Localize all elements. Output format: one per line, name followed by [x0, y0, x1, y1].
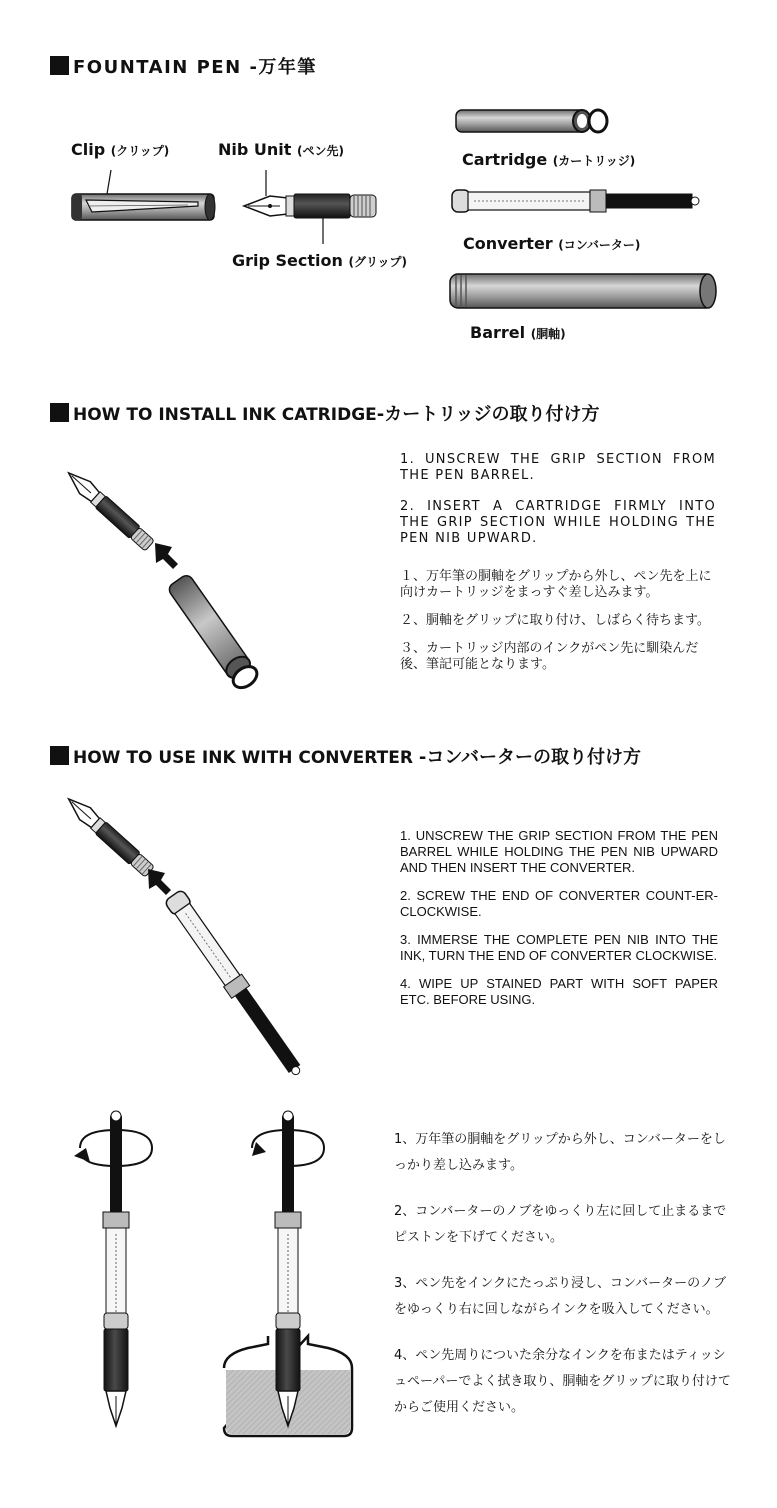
clip-label-jp: (クリップ)	[110, 144, 170, 158]
cartridge-label	[462, 150, 635, 169]
install-steps-jp	[400, 569, 718, 673]
install-title-jp: -カートリッジの取り付け方	[376, 404, 600, 425]
nib-unit-label-jp: (ペン先)	[297, 144, 344, 158]
section-bullet-icon	[50, 746, 69, 765]
pen-counterclockwise-illustration	[70, 1108, 165, 1433]
section-bullet-icon	[50, 56, 69, 75]
grip-section-label-jp: (グリップ)	[348, 255, 407, 269]
nib-grip-illustration	[240, 160, 380, 250]
install-cartridge-illustration	[60, 455, 310, 690]
barrel-illustration	[446, 270, 721, 310]
converter-steps-en	[400, 828, 718, 1008]
grip-section-label	[232, 251, 407, 270]
section-bullet-icon	[50, 403, 69, 422]
install-steps-en	[400, 452, 716, 547]
grip-section-label-en: Grip Section	[232, 251, 343, 270]
nib-unit-label-en: Nib Unit	[218, 140, 292, 159]
install-step-jp-1: １、万年筆の胴軸をグリップから外し、ペン先を上に向けカートリッジをまっすぐ差し込みます。	[400, 569, 712, 600]
install-step-jp-3: ３、カートリッジ内部のインクがペン先に馴染んだ後、筆記可能となります。	[400, 641, 699, 672]
nib-unit-label	[218, 140, 344, 159]
cartridge-label-en: Cartridge	[462, 150, 548, 169]
converter-label	[463, 234, 640, 253]
converter-step-en-4: 4. WIPE UP STAINED PART WITH SOFT PAPER ETC. BEFORE USING.	[400, 976, 718, 1007]
cartridge-illustration	[452, 106, 612, 136]
converter-label-jp: (コンバーター)	[558, 238, 641, 252]
barrel-label	[470, 323, 566, 342]
install-title-en: HOW TO INSTALL INK CATRIDGE	[73, 405, 377, 425]
parts-section-title	[50, 53, 317, 79]
cap-illustration	[68, 160, 218, 230]
parts-title-en: FOUNTAIN PEN	[73, 57, 242, 78]
clip-label	[71, 140, 169, 159]
converter-step-jp-2: 2、コンバーターのノブをゆっくり左に回して止まるまでピストンを下げてください。	[394, 1204, 727, 1245]
parts-title-jp: -万年筆	[249, 57, 317, 78]
install-section-title	[50, 400, 600, 426]
install-step-en-2: 2. INSERT A CARTRIDGE FIRMLY INTO THE GRIP SECTION WHILE HOLDING THE PEN NIB UPWARD.	[400, 499, 716, 546]
install-step-en-1: 1. UNSCREW THE GRIP SECTION FROM THE PEN BARREL.	[400, 452, 716, 483]
converter-step-en-2: 2. SCREW THE END OF CONVERTER COUNT-ER-CLOCKWISE.	[400, 888, 718, 919]
cartridge-label-jp: (カートリッジ)	[552, 154, 636, 168]
clip-label-en: Clip	[71, 140, 106, 159]
converter-steps-jp	[394, 1127, 734, 1421]
converter-section-title	[50, 743, 641, 769]
converter-step-jp-4: 4、ペン先周りについた余分なインクを布またはティッシュペーパーでよく拭き取り、胴軸をグリップに取り付けてからご使用ください。	[394, 1348, 731, 1415]
pen-ink-bottle-illustration	[218, 1108, 368, 1438]
barrel-label-en: Barrel	[470, 323, 526, 342]
converter-step-en-3: 3. IMMERSE THE COMPLETE PEN NIB INTO THE INK, TURN THE END OF CONVERTER CLOCKWISE.	[400, 932, 718, 963]
barrel-label-jp: (胴軸)	[530, 327, 566, 341]
converter-step-en-1: 1. UNSCREW THE GRIP SECTION FROM THE PEN BARREL WHILE HOLDING THE PEN NIB UPWARD AND THEN INSERT THE CONVERTER.	[400, 828, 718, 875]
converter-step-jp-1: 1、万年筆の胴軸をグリップから外し、コンバーターをしっかり差し込みます。	[394, 1132, 726, 1173]
converter-title-en: HOW TO USE INK WITH CONVERTER	[73, 748, 413, 768]
converter-illustration	[448, 186, 708, 216]
converter-step-jp-3: 3、ペン先をインクにたっぷり浸し、コンバーターのノブをゆっくり右に回しながらインクを吸入してください。	[394, 1276, 727, 1317]
install-step-jp-2: ２、胴軸をグリップに取り付け、しばらく待ちます。	[400, 613, 710, 628]
converter-title-jp: -コンバーターの取り付け方	[418, 747, 642, 768]
converter-install-illustration	[60, 785, 350, 1065]
converter-label-en: Converter	[463, 234, 553, 253]
